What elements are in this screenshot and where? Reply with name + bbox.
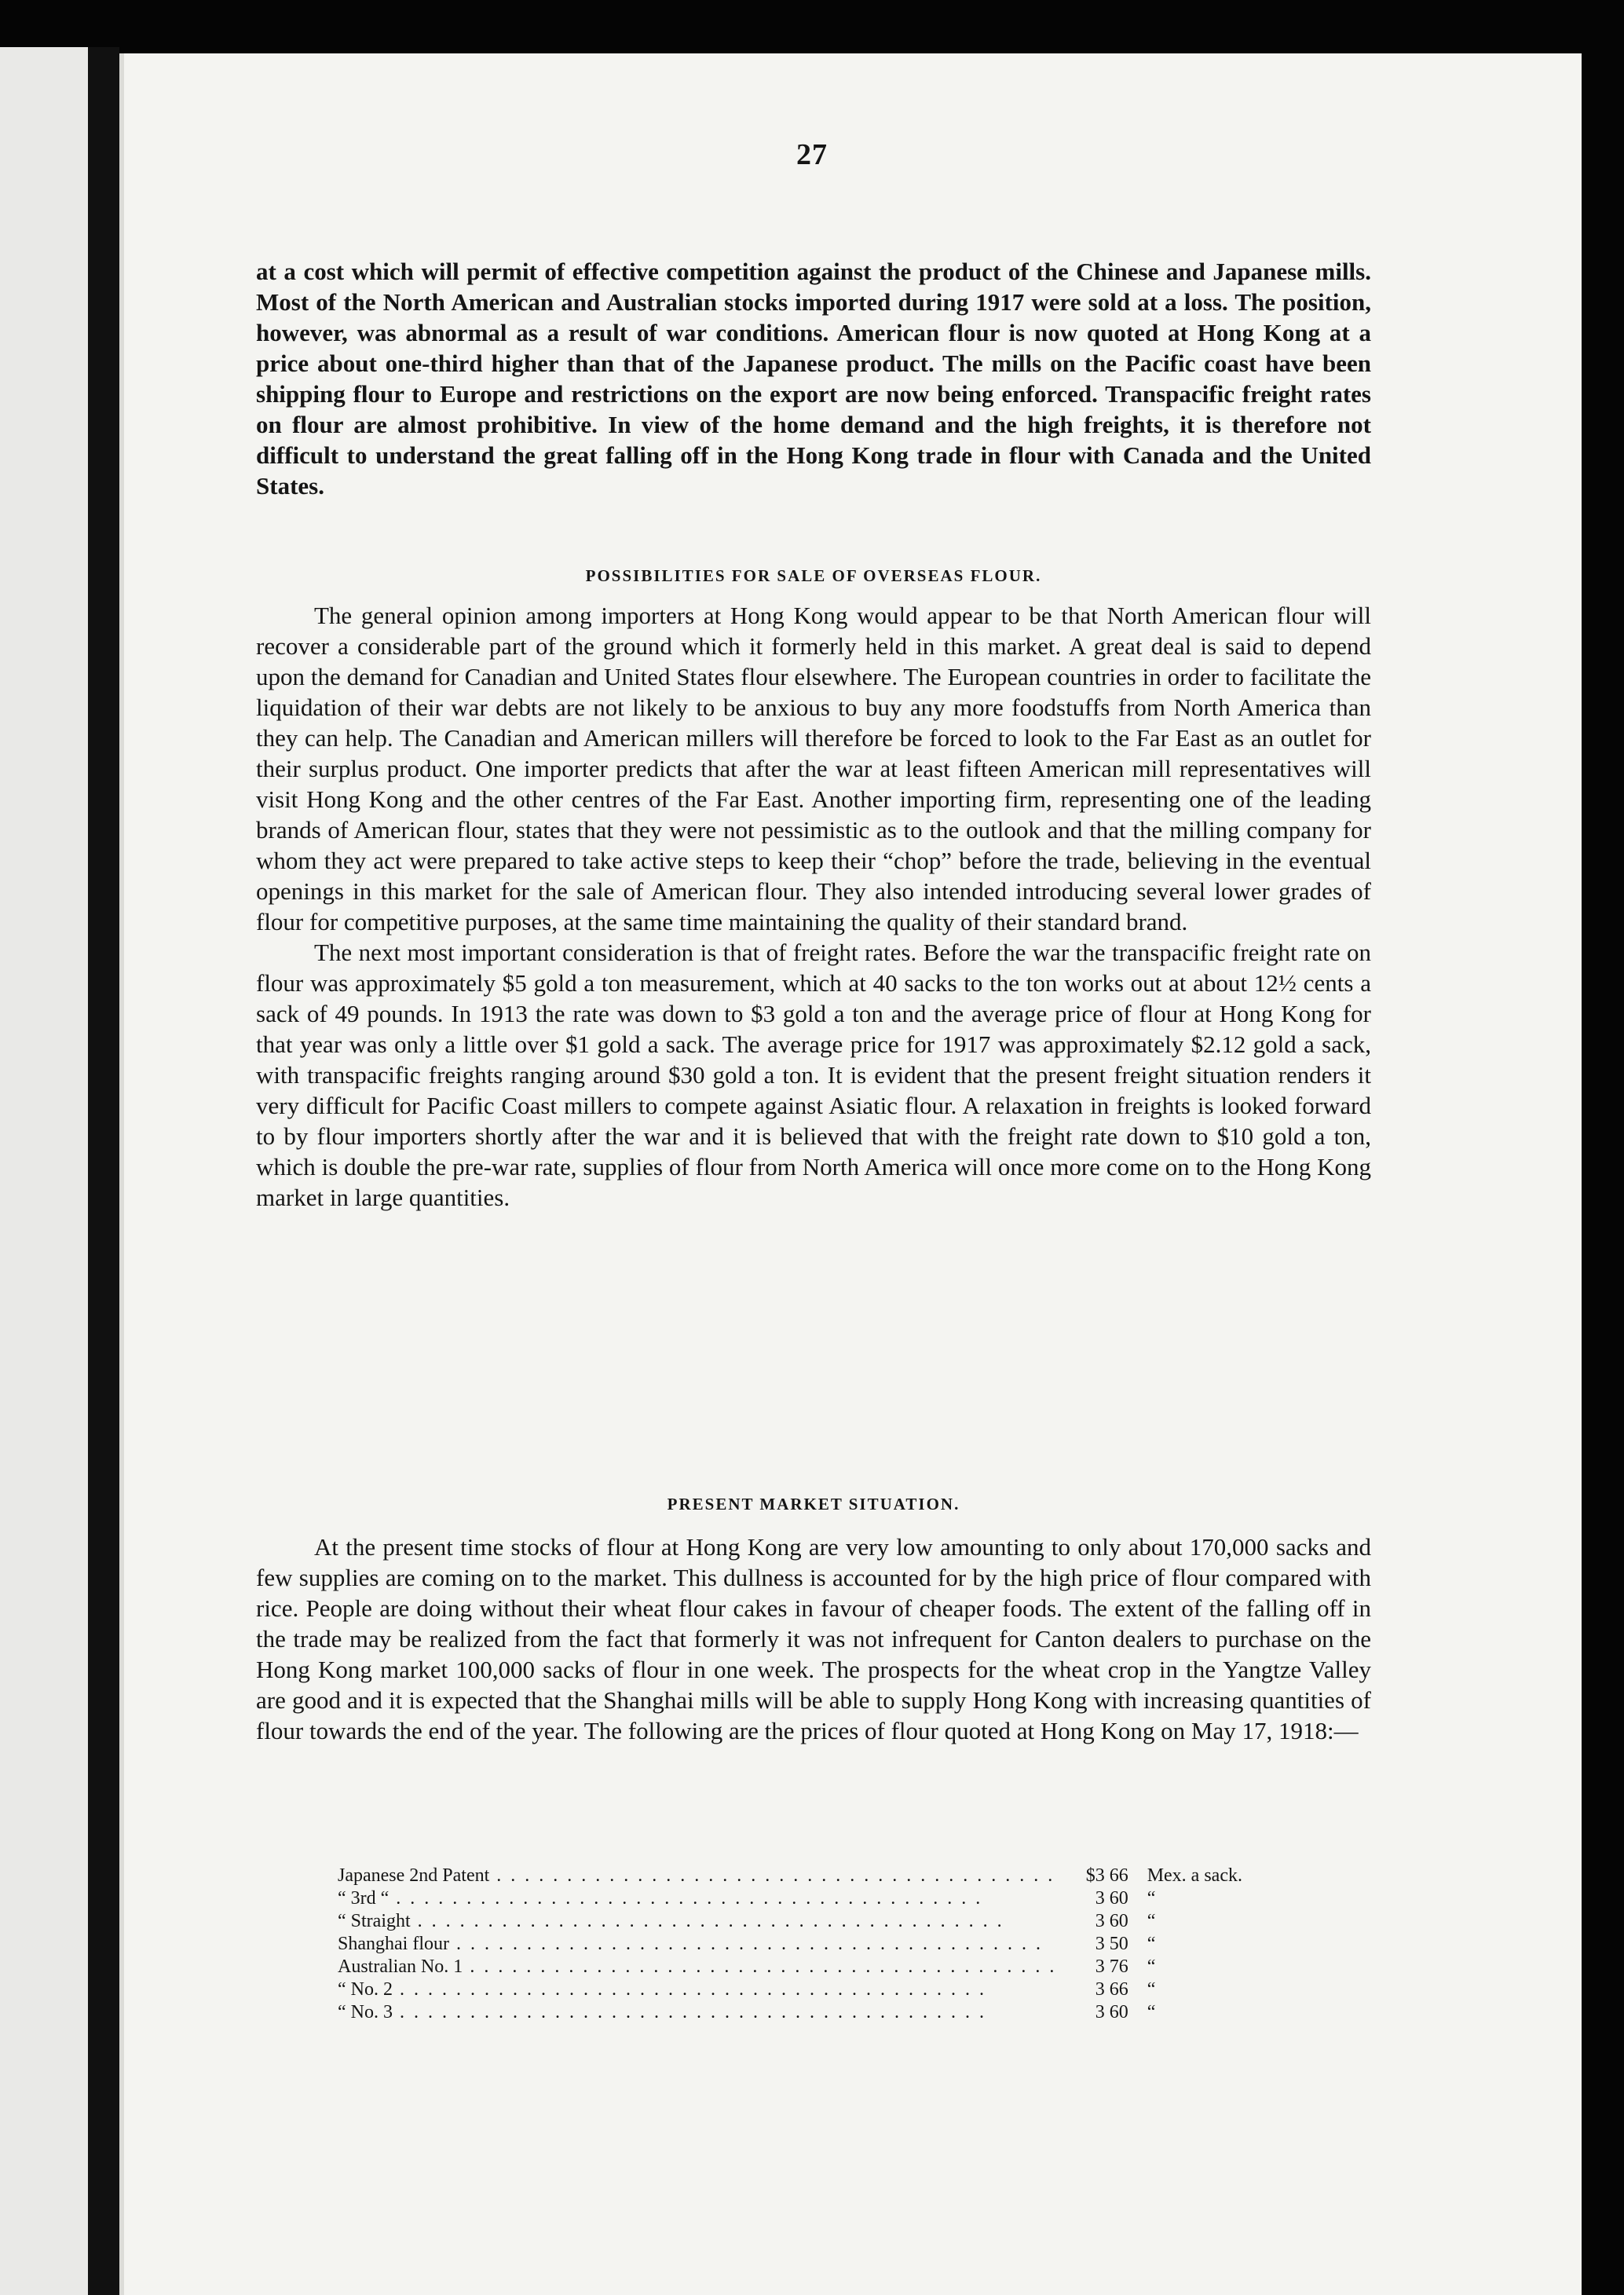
flour-price: 3 60 [1095, 1888, 1128, 1909]
flour-price: $3 66 [1085, 1865, 1128, 1886]
price-unit: “ [1147, 2002, 1156, 2022]
price-row [338, 1865, 1311, 1887]
paragraph-importers-opinion: The general opinion among importers at Hong Kong would appear to be that North American flour will recover a considerable part of the ground which it formerly held in this market. A great deal is said to depend upon the demand for Canadian and United States flour elsewhere. The European countries in order to facilitate the liquidation of their war debts are not likely to be anxious to buy any more foodstuffs from North America than they can help. The Canadian and American millers will therefore be forced to look to the Far East as an outlet for their surplus product. One importer predicts that after the war at least fifteen American mill representatives will visit Hong Kong and the other centres of the Far East. Another importing firm, representing one of the leading brands of American flour, states that they were not pessimistic as to the outlook and that the milling company for whom they act were prepared to take active steps to keep their “chop” before the trade, believing in the eventual openings in this market for the sale of American flour. They also intended introducing several lower grades of flour for competitive purposes, at the same time maintaining the quality of their standard brand. [256, 602, 1371, 935]
present-market-section [256, 1494, 1371, 1514]
flour-grade-label: “ No. 2 . . . [338, 1979, 1058, 2000]
page-number: 27 [796, 138, 828, 171]
price-row [338, 1910, 1311, 1933]
flour-price: 3 66 [1095, 1979, 1128, 2000]
price-unit: “ [1147, 1934, 1156, 1954]
price-row [338, 1933, 1311, 1956]
possibilities-section [256, 566, 1371, 586]
price-unit: “ [1147, 1956, 1156, 1977]
flour-grade-label: “ No. 3 . . . [338, 2002, 1058, 2023]
price-unit: “ [1147, 1979, 1156, 2000]
flour-grade-label: “ Straight . . . [338, 1911, 1058, 1932]
price-unit: Mex. a sack. [1147, 1865, 1242, 1886]
present-market-body [256, 1532, 1371, 1746]
flour-price-table [338, 1865, 1311, 2024]
adjacent-page-edge [0, 47, 88, 2295]
price-unit: “ [1147, 1888, 1156, 1909]
price-row [338, 1956, 1311, 1978]
flour-grade-label: Shanghai flour . . . [338, 1934, 1058, 1955]
flour-grade-label: Japanese 2nd Patent . . . [338, 1865, 1058, 1887]
price-unit: “ [1147, 1911, 1156, 1931]
paragraph-present-market: At the present time stocks of flour at Hong Kong are very low amounting to only about 170,000 sacks and few supplies are coming on to the market. This dullness is accounted for by the high price of flour compared with rice. People are doing without their wheat flour cakes in favour of cheaper foods. The extent of the falling off in the trade may be realized from the fact that formerly it was not infrequent for Canton dealers to purchase on the Hong Kong market 100,000 sacks of flour in one week. The prospects for the wheat crop in the Yangtze Valley are good and it is expected that the Shanghai mills will be able to supply Hong Kong with increasing quantities of flour towards the end of the year. The following are the prices of flour quoted at Hong Kong on May 17, 1918:— [256, 1533, 1371, 1744]
flour-price: 3 60 [1095, 1911, 1128, 1931]
flour-grade-label: “ 3rd “ . . . [338, 1888, 1058, 1909]
paragraph-freight-rates: The next most important consideration is that of freight rates. Before the war the transpacific freight rate on flour was approximately $5 gold a ton measurement, which at 40 sacks to the ton works out at about 12½ cents a sack of 49 pounds. In 1913 the rate was down to $3 gold a ton and the average price of flour at Hong Kong for that year was only a little over $1 gold a sack. The average price for 1917 was approximately $2.12 gold a sack, with transpacific freights ranging around $30 gold a ton. It is evident that the present freight situation renders it very difficult for Pacific Coast millers to compete against Asiatic flour. A relaxation in freights is looked forward to by flour importers shortly after the war and it is believed that with the freight rate down to $10 gold a ton, which is double the pre-war rate, supplies of flour from North America will once more come on to the Hong Kong market in large quantities. [256, 939, 1371, 1211]
flour-price: 3 76 [1095, 1956, 1128, 1977]
flour-price: 3 50 [1095, 1934, 1128, 1954]
possibilities-body [256, 600, 1371, 1213]
price-row [338, 1978, 1311, 2001]
section-heading-present-market: PRESENT MARKET SITUATION. [667, 1495, 960, 1514]
opening-section [256, 256, 1371, 501]
flour-price: 3 60 [1095, 2002, 1128, 2022]
opening-paragraph: at a cost which will permit of effective competition against the product of the Chinese and Japanese mills. Most of the North American and Australian stocks imported during 1917 were sold at a loss. The position, however, was abnormal as a result of war conditions. American flour is now quoted at Hong Kong at a price about one-third higher than that of the Japanese product. The mills on the Pacific coast have been shipping flour to Europe and restrictions on the export are now being enforced. Transpacific freight rates on flour are almost prohibitive. In view of the home demand and the high freights, it is therefore not difficult to understand the great falling off in the Hong Kong trade in flour with Canada and the United States. [256, 258, 1371, 500]
price-row [338, 1887, 1311, 1910]
section-heading-possibilities: POSSIBILITIES FOR SALE OF OVERSEAS FLOUR. [585, 566, 1042, 585]
flour-grade-label: Australian No. 1 . . . [338, 1956, 1058, 1978]
book-binding-gap [88, 47, 119, 2295]
price-row [338, 2001, 1311, 2024]
